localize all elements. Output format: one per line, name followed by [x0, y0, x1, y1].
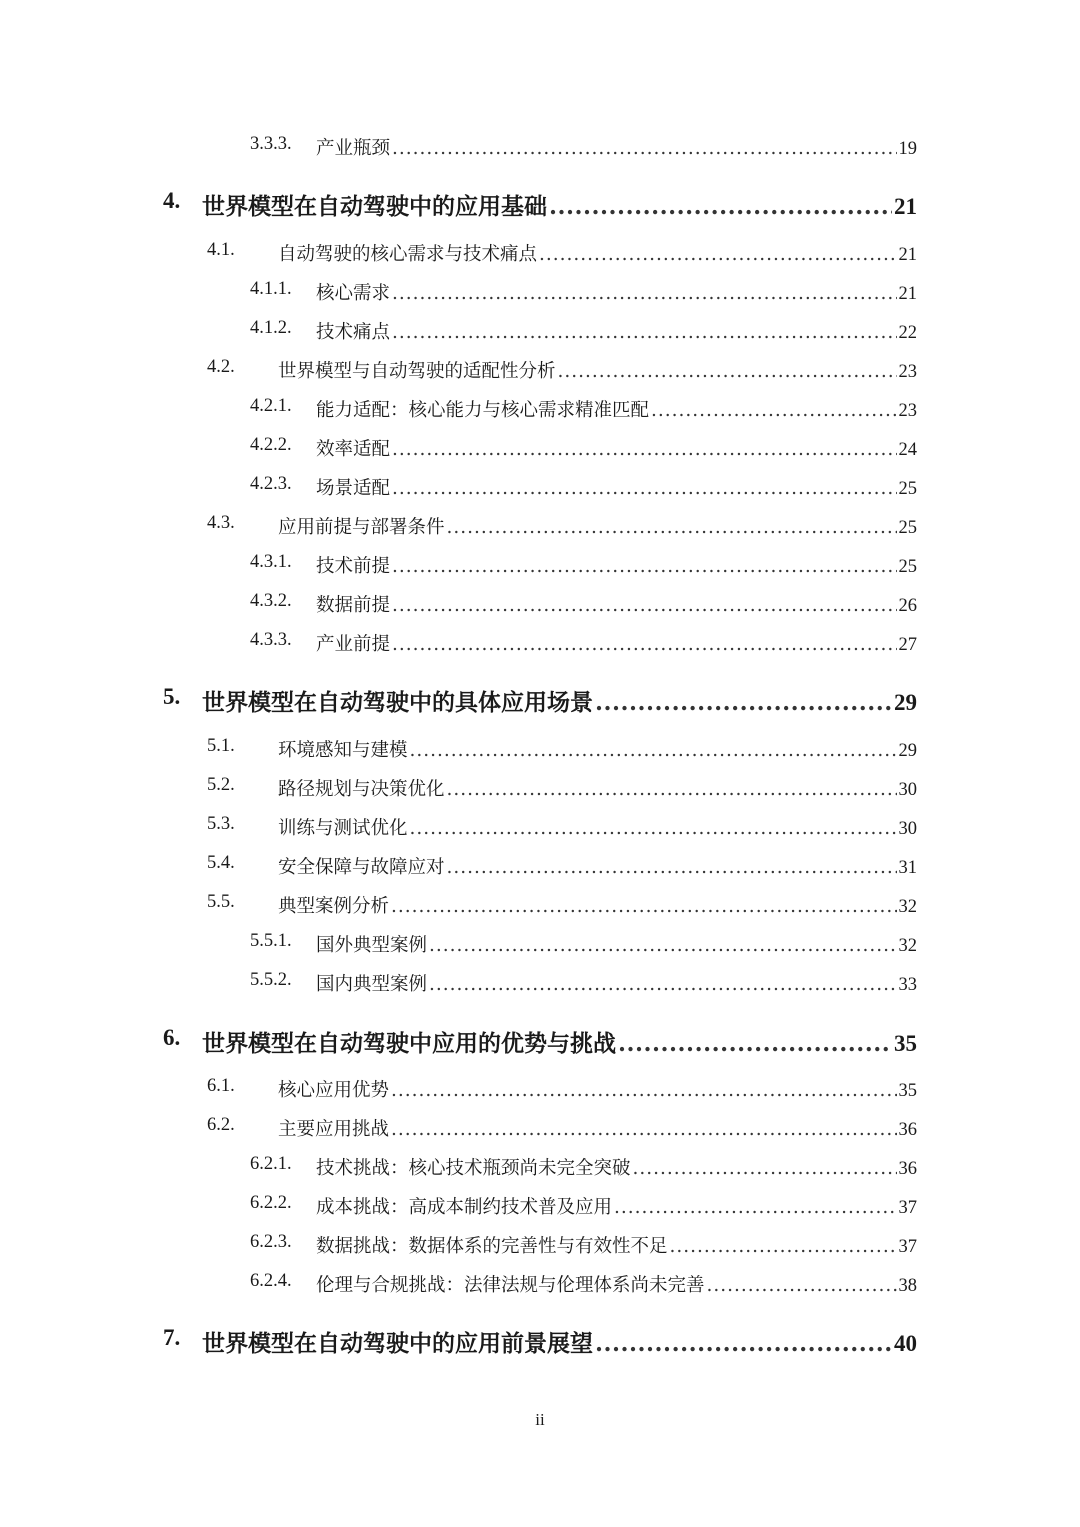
- toc-entry-page: 23: [898, 362, 917, 382]
- toc-entry-title: 安全保障与故障应对: [278, 857, 445, 878]
- toc-entry-page: 32: [898, 936, 917, 956]
- toc-entry-page: 36: [898, 1159, 917, 1179]
- dot-leader: [558, 361, 897, 382]
- dot-leader: [595, 689, 892, 716]
- page-number-footer: ii: [535, 1410, 545, 1429]
- toc-entry-page: 37: [898, 1237, 917, 1257]
- toc-entry-title: 产业瓶颈: [316, 138, 391, 159]
- toc-entry-title: 环境感知与建模: [278, 740, 408, 761]
- toc-entry-page: 29: [894, 690, 917, 715]
- dot-leader: [391, 1119, 896, 1140]
- dot-leader: [633, 1158, 897, 1179]
- dot-leader: [707, 1275, 897, 1296]
- toc-entry-page: 31: [898, 858, 917, 878]
- toc-entry-page: 25: [898, 479, 917, 499]
- toc-entry-page: 35: [898, 1081, 917, 1101]
- toc-entry-title: 国外典型案例: [316, 935, 428, 956]
- toc-entry-page: 37: [898, 1198, 917, 1218]
- toc-entry-page: 35: [894, 1031, 917, 1056]
- toc-entry-number: 4.2.3.: [250, 474, 292, 494]
- dot-leader: [614, 1197, 896, 1218]
- toc-entry-page: 32: [898, 897, 917, 917]
- dot-leader: [410, 740, 897, 761]
- toc-entry-number: 4.2.1.: [250, 396, 292, 416]
- toc-entry-title: 能力适配：核心能力与核心需求精准匹配: [316, 400, 650, 421]
- toc-entry-page: 36: [898, 1120, 917, 1140]
- dot-leader: [392, 138, 896, 159]
- toc-entry-number: 6.2.: [207, 1115, 235, 1135]
- toc-entry-title: 效率适配: [316, 439, 391, 460]
- toc-entry-page: 22: [898, 323, 917, 343]
- dot-leader: [651, 400, 896, 421]
- toc-entry-page: 33: [898, 975, 917, 995]
- toc-entry-page: 38: [898, 1276, 917, 1296]
- dot-leader: [595, 1330, 892, 1357]
- toc-entry-title: 主要应用挑战: [278, 1119, 390, 1140]
- toc-entry-number: 6.2.3.: [250, 1232, 292, 1252]
- dot-leader: [429, 974, 896, 995]
- toc-entry-title: 国内典型案例: [316, 974, 428, 995]
- toc-entry-title: 成本挑战：高成本制约技术普及应用: [316, 1197, 613, 1218]
- dot-leader: [670, 1236, 897, 1257]
- toc-entry-page: 23: [898, 401, 917, 421]
- toc-entry-page: 19: [898, 139, 917, 159]
- dot-leader: [392, 556, 896, 577]
- toc-entry-page: 25: [898, 518, 917, 538]
- dot-leader: [391, 1080, 896, 1101]
- toc-entry-title: 数据前提: [316, 595, 391, 616]
- toc-entry-number: 4.3.3.: [250, 630, 292, 650]
- toc-entry-page: 40: [894, 1331, 917, 1356]
- toc-entry-number: 4.2.2.: [250, 435, 292, 455]
- toc-entry-number: 4.1.: [207, 240, 235, 260]
- dot-leader: [447, 779, 897, 800]
- toc-entry-number: 4.2.: [207, 357, 235, 377]
- toc-entry-number: 5.2.: [207, 775, 235, 795]
- dot-leader: [392, 283, 896, 304]
- toc-entry-title: 技术痛点: [316, 322, 391, 343]
- dot-leader: [392, 634, 896, 655]
- toc-entry-page: 24: [898, 440, 917, 460]
- toc-entry-number: 5.5.: [207, 892, 235, 912]
- toc-entry-page: 25: [898, 557, 917, 577]
- toc-entry-title: 技术前提: [316, 556, 391, 577]
- toc-entry-page: 21: [898, 284, 917, 304]
- dot-leader: [549, 193, 892, 220]
- dot-leader: [539, 244, 896, 265]
- toc-entry-number: 6.2.2.: [250, 1193, 292, 1213]
- toc-entry-number: 6.2.1.: [250, 1154, 292, 1174]
- dot-leader: [392, 322, 896, 343]
- toc-entry-title: 世界模型与自动驾驶的适配性分析: [278, 361, 556, 382]
- toc-entry-title: 场景适配: [316, 478, 391, 499]
- toc-entry-page: 30: [898, 819, 917, 839]
- toc-entry-title: 世界模型在自动驾驶中的具体应用场景: [202, 689, 593, 716]
- dot-leader: [391, 896, 896, 917]
- toc-entry-title: 自动驾驶的核心需求与技术痛点: [278, 244, 538, 265]
- toc-entry-number: 5.1.: [207, 736, 235, 756]
- toc-entry-number: 4.3.2.: [250, 591, 292, 611]
- toc-entry-title: 伦理与合规挑战：法律法规与伦理体系尚未完善: [316, 1275, 705, 1296]
- toc-entry-page: 30: [898, 780, 917, 800]
- toc-entry-number: 4.3.: [207, 513, 235, 533]
- toc-entry-page: 21: [898, 245, 917, 265]
- toc-entry-title: 世界模型在自动驾驶中应用的优势与挑战: [202, 1030, 616, 1057]
- toc-entry-title: 产业前提: [316, 634, 391, 655]
- toc-entry-page: 29: [898, 741, 917, 761]
- toc-entry-number: 4.1.2.: [250, 318, 292, 338]
- toc-entry-title: 训练与测试优化: [278, 818, 408, 839]
- toc-entry-number: 5.5.1.: [250, 931, 292, 951]
- dot-leader: [429, 935, 896, 956]
- toc-entry-number: 6.2.4.: [250, 1271, 292, 1291]
- toc-entry-title: 技术挑战：核心技术瓶颈尚未完全突破: [316, 1158, 631, 1179]
- toc-entry-title: 应用前提与部署条件: [278, 517, 445, 538]
- toc-entry-number: 3.3.3.: [250, 134, 292, 154]
- toc-entry-number: 5.: [163, 684, 181, 709]
- dot-leader: [392, 595, 896, 616]
- toc-entry-page: 27: [898, 635, 917, 655]
- toc-entry-title: 核心需求: [316, 283, 391, 304]
- toc-entry-number: 7.: [163, 1325, 181, 1350]
- toc-entry-number: 4.: [163, 188, 181, 213]
- toc-entry-number: 5.5.2.: [250, 970, 292, 990]
- toc-entry-number: 5.4.: [207, 853, 235, 873]
- toc-entry-number: 4.1.1.: [250, 279, 292, 299]
- toc-entry-page: 21: [894, 194, 917, 219]
- dot-leader: [447, 517, 897, 538]
- dot-leader: [392, 478, 896, 499]
- toc-entry-title: 数据挑战：数据体系的完善性与有效性不足: [316, 1236, 668, 1257]
- toc-entry-title: 世界模型在自动驾驶中的应用基础: [202, 193, 547, 220]
- toc-entry-title: 核心应用优势: [278, 1080, 390, 1101]
- toc-entry-number: 6.: [163, 1025, 181, 1050]
- toc-entry-title: 典型案例分析: [278, 896, 390, 917]
- toc-entry-page: 26: [898, 596, 917, 616]
- toc-entry-number: 6.1.: [207, 1076, 235, 1096]
- dot-leader: [447, 857, 897, 878]
- toc-entry-title: 世界模型在自动驾驶中的应用前景展望: [202, 1330, 593, 1357]
- toc-entry-number: 5.3.: [207, 814, 235, 834]
- toc-entry-title: 路径规划与决策优化: [278, 779, 445, 800]
- dot-leader: [618, 1030, 892, 1057]
- dot-leader: [410, 818, 897, 839]
- toc-entry-number: 4.3.1.: [250, 552, 292, 572]
- dot-leader: [392, 439, 896, 460]
